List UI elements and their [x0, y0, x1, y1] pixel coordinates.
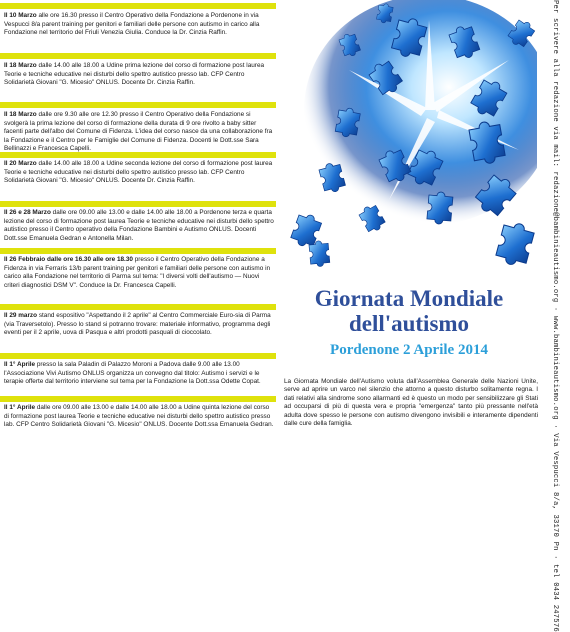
event-text: presso il Centro Operativo della Fondazione a Fidenza in via Ferraris 13/b parent training per genitori e familiari delle persone con autismo in carico alla Fondazione nel territorio di Parma sul tema: "I diversi volti dell'autismo — Nuovi criteri diagnostici DSM V". Conduce la Dr. Francesca Capelli.: [4, 256, 271, 289]
event-item: [4, 111, 274, 154]
event-text: stand espositivo "Aspettando il 2 aprile" al Centro Commerciale Euro-sia di Parma (via Traversetolo). Presso lo stand si potranno trovare: materiale informativo, programma degli eventi per il 2 aprile, uova di Pasqua e altri prodotti pasquali di cioccolato.: [4, 312, 271, 337]
event-text: dalle 14.00 alle 18.00 a Udine seconda lezione del corso di formazione post laurea Teorie e tecniche educative nei disturbi dello spettro autistico presso lab. CFP Centro Solidarietà Giovani "G. Micesio" ONLUS. Docente Dr. Cinzia Raffin.: [4, 160, 273, 185]
separator-bar: [0, 304, 276, 310]
puzzle-burst-illustration: [279, 0, 537, 275]
event-date: Il 10 Marzo: [4, 12, 37, 19]
title-line-2: dell'autismo: [348, 311, 470, 336]
event-date: Il 29 marzo: [4, 312, 38, 319]
separator-bar: [0, 102, 276, 108]
event-text: dalle ore 09.00 alle 13.00 e dalle 14.00 alle 18.00 a Udine quinta lezione del corso di formazione post laurea Teorie e tecniche educative nei disturbi dello spettro autistico presso lab. CFP Centro Solidarietà Giovani "G. Micesio" ONLUS. Docente Dott.ssa Emanuela Gedran.: [4, 404, 274, 429]
event-text: alle ore 16.30 presso il Centro Operativo della Fondazione a Pordenone in via Vespucci 8/a parent training per genitori e familiari delle persone con autismo in carico alla Fondazione nel territorio del Friuli Venezia Giulia. Conduce la Dr. Cinzia Raffin.: [4, 12, 260, 37]
poster-panel: [279, 0, 570, 632]
event-item: [4, 160, 274, 186]
poster-subtitle: Pordenone 2 Aprile 2014: [330, 342, 488, 358]
separator-bar: [0, 53, 276, 59]
separator-bar: [0, 396, 276, 402]
event-item: [4, 404, 274, 430]
title-line-1: Giornata Mondiale: [314, 286, 504, 311]
poster-body-text: La Giornata Mondiale dell'Autismo voluta dall'Assemblea Generale delle Nazioni Unite, serve ad aprire un varco nel silenzio che attorno a questo disturbo solitamente regna. I dati relativi alla sindrome sono allarmanti ed è questo un modo per sensibilizzare gli Stati ad occuparsi di più di questa vera e propria "emergenza" tanto più pressante nell'età adulta dove spesso le persone con autismo divengono invisibili e interamente dipendenti dalle cure della famiglia.: [284, 378, 538, 428]
poster-title: [283, 286, 535, 336]
event-item: [4, 12, 274, 38]
event-item: [4, 209, 274, 243]
event-date: Il 18 Marzo: [4, 62, 37, 69]
event-item: [4, 361, 274, 387]
event-text: presso la sala Paladin di Palazzo Moroni a Padova dalle 9.00 alle 13.00 l'Associazione Vivi Autismo ONLUS organizza un convegno dal titolo: Autismo i servizi e le terapie offerte dal territorio interviene sul tema per la Fondazione la Dott.ssa Odette Copat.: [4, 361, 261, 386]
event-date: Il 18 Marzo: [4, 111, 37, 118]
separator-bar: [0, 201, 276, 207]
events-column: [0, 0, 278, 430]
separator-bar: [0, 152, 276, 158]
event-text: dalle 14.00 alle 18.00 a Udine prima lezione del corso di formazione post laurea Teorie e tecniche educative nei disturbi dello spettro autistico presso lab. CFP Centro Solidarietà Giovani "G. Micesio" ONLUS. Docente Dr. Cinzia Raffin.: [4, 62, 265, 87]
event-date: Il 20 Marzo: [4, 160, 37, 167]
event-date: Il 1° Aprile: [4, 361, 36, 368]
event-text: dalle ore 09.00 alle 13.00 e dalle 14.00 alle 18.00 a Pordenone terza e quarta lezione del corso di formazione post laurea Teorie e tecniche educative nei disturbi dello spettro autistico presso il Centro operativo della Fondazione Bambini e Autismo ONLUS. Docenti Dott.sse Emanuela Gedran e Antonella Milan.: [4, 209, 274, 242]
event-date: Il 26 Febbraio dalle ore 16.30 alle ore 18.30: [4, 256, 133, 263]
vertical-contact-text: Per scrivere alla redazione via mail: redazione@bambinieautismo.org · www.bambinieautismo.org · Via Vespucci 8/a, 33170 Pn · tel 0434 247576: [551, 0, 559, 632]
separator-bar: [0, 353, 276, 359]
event-item: [4, 312, 274, 338]
vertical-footer: [541, 0, 570, 632]
separator-bar: [0, 248, 276, 254]
event-item: [4, 256, 274, 290]
event-date: Il 1° Aprile: [4, 404, 36, 411]
event-item: [4, 62, 274, 88]
event-date: Il 26 e 28 Marzo: [4, 209, 51, 216]
event-text: dalle ore 9.30 alle ore 12.30 presso il Centro Operativo della Fondazione si svolgerà la prima lezione del corso di formazione della durata di 9 ore rivolto a baby sitter facenti parte dell'albo del Comune di Fidenza. L'idea del corso nasce da una collaborazione fra la Fondazione e il Centro per le Famiglie del Comune di Fidenza. Docenti le Dott.sse Sara Bellinazzi e Francesca Capelli.: [4, 111, 273, 153]
separator-bar: [0, 3, 276, 9]
